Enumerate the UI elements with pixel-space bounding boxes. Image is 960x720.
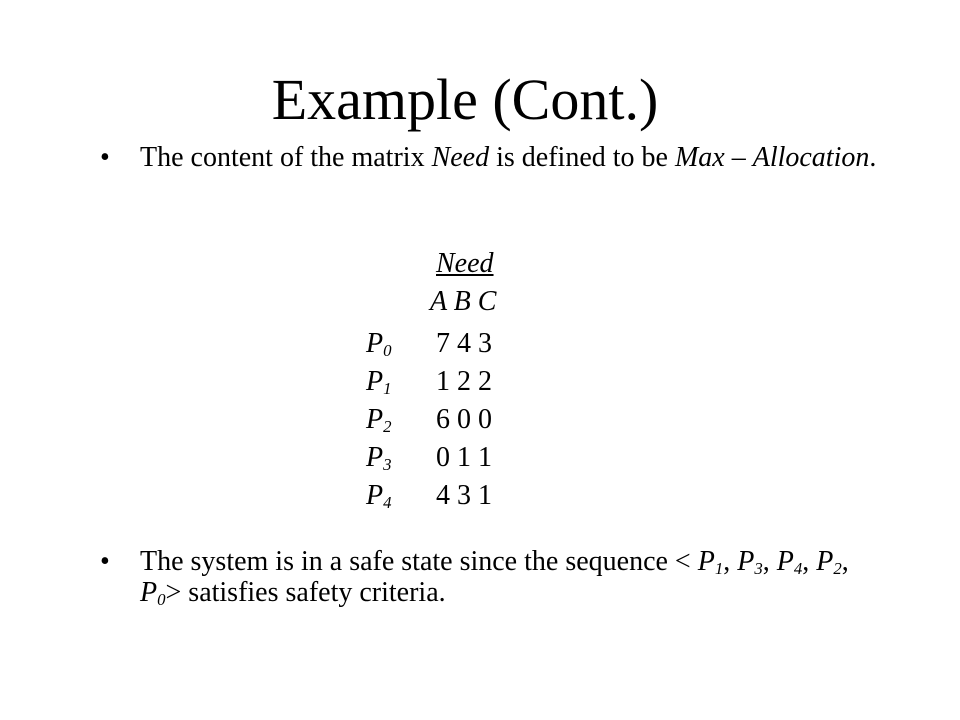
need-matrix-title: Need [436, 248, 494, 279]
allocation-term: Allocation [752, 142, 870, 173]
need-row-p2 [366, 404, 666, 436]
sequence-item: $P_2$ [816, 546, 842, 579]
need-row-p4 [366, 480, 666, 512]
sequence-item: $P_1$ [697, 546, 724, 579]
need-values: 0 1 1 [436, 442, 492, 473]
sequence-item: $P_0$ [140, 577, 166, 610]
bullet-text: The system is in a safe state since the sequence < $P_1$, $P_3$, $P_4$, $P_2$, $P_0>$ satisfies safety criteria. [140, 546, 849, 610]
need-term: Need [431, 142, 490, 173]
need-values: 7 4 3 [436, 328, 492, 359]
process-label: $P_4$ [366, 480, 392, 513]
bullet-safe-state [100, 546, 880, 608]
bullet-need-definition [100, 142, 880, 173]
bullet-marker: • [100, 142, 110, 173]
need-matrix-columns: A B C [430, 286, 497, 317]
need-values: 6 0 0 [436, 404, 492, 435]
slide-title: Example (Cont.) [271, 67, 659, 132]
sequence-item: $P_3$ [737, 546, 763, 579]
process-label: $P_0$ [366, 328, 392, 361]
bullet-marker: • [100, 546, 110, 577]
process-label: $P_2$ [366, 404, 392, 437]
process-label: $P_3$ [366, 442, 392, 475]
need-values: 4 3 1 [436, 480, 492, 511]
max-term: Max [674, 142, 725, 173]
need-row-p0 [366, 328, 666, 360]
need-values: 1 2 2 [436, 366, 492, 397]
bullet-text: The content of the matrix Need is defined to be Max – Allocation. [140, 142, 877, 173]
sequence-item: $P_4$ [776, 546, 803, 579]
need-row-p1 [366, 366, 666, 398]
need-row-p3 [366, 442, 666, 474]
process-label: $P_1$ [366, 366, 392, 399]
